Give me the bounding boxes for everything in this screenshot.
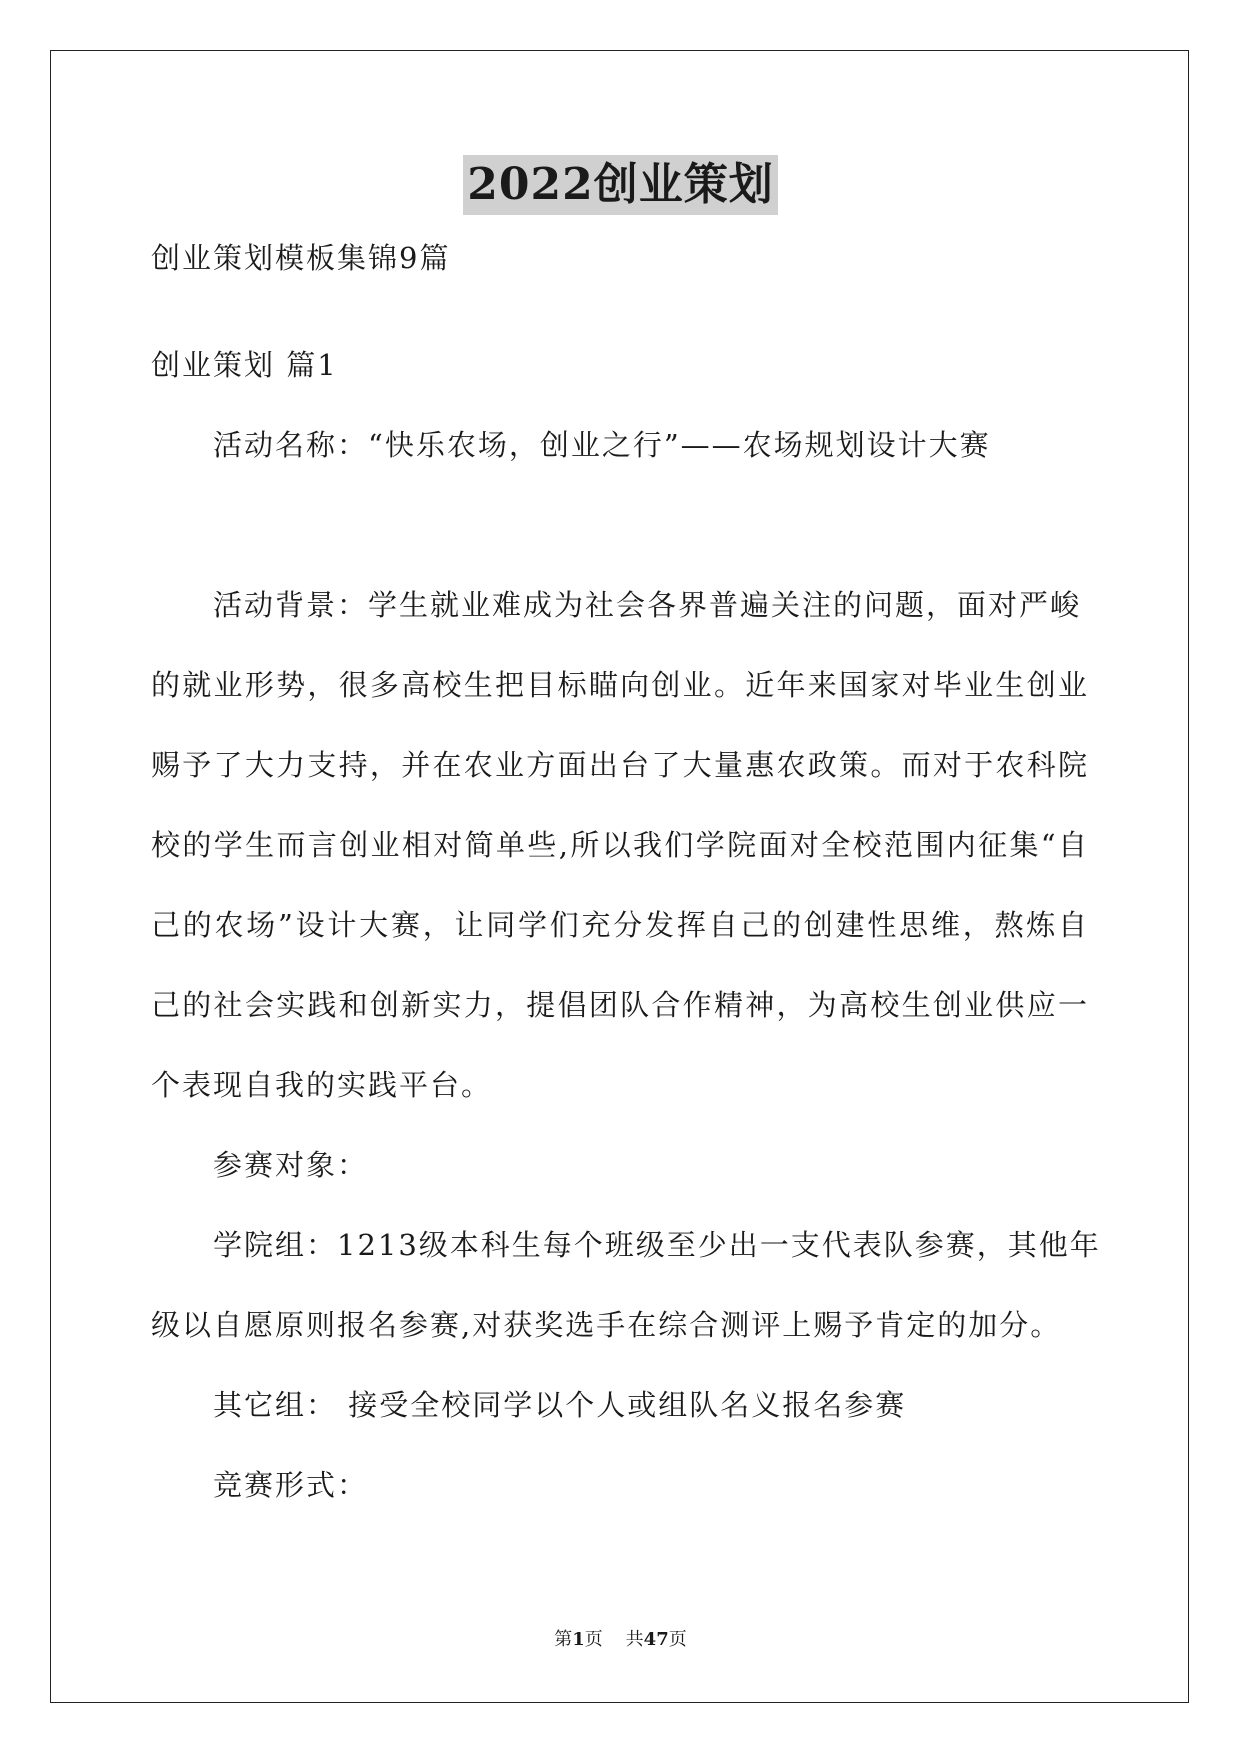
section-heading: 创业策划 篇1 [151,348,338,382]
background-line: 己的农场”设计大赛，让同学们充分发挥自己的创建性思维，熬炼自 [151,908,1089,942]
footer-page-mid: 页 共 [584,1629,644,1650]
background-line: 己的社会实践和创新实力，提倡团队合作精神，为高校生创业供应一 [151,988,1089,1022]
background-line: 的就业形势，很多高校生把目标瞄向创业。近年来国家对毕业生创业 [151,668,1089,702]
footer-page-number: 1 [572,1629,585,1650]
other-group: 其它组： 接受全校同学以个人或组队名义报名参赛 [213,1388,907,1422]
title-container [0,155,1241,215]
activity-name: 活动名称：“快乐农场，创业之行”——农场规划设计大赛 [213,428,991,462]
page-footer [0,1628,1241,1652]
college-group-line: 学院组：1213级本科生每个班级至少出一支代表队参赛，其他年 [213,1228,1101,1262]
background-line: 活动背景：学生就业难成为社会各界普遍关注的问题，面对严峻 [213,588,1082,622]
footer-page-prefix: 第 [554,1629,573,1650]
page-border [50,50,1189,1703]
background-line: 个表现自我的实践平台。 [151,1068,493,1102]
document-title: 2022创业策划 [463,155,777,215]
format-heading: 竞赛形式： [213,1468,369,1502]
background-line: 校的学生而言创业相对简单些,所以我们学院面对全校范围内征集“自 [151,828,1089,862]
participants-heading: 参赛对象： [213,1148,369,1182]
footer-total-pages: 47 [643,1629,669,1650]
subtitle: 创业策划模板集锦9篇 [151,241,451,275]
footer-page-suffix: 页 [668,1629,687,1650]
background-line: 赐予了大力支持，并在农业方面出台了大量惠农政策。而对于农科院 [151,748,1089,782]
college-group-line: 级以自愿原则报名参赛,对获奖选手在综合测评上赐予肯定的加分。 [151,1308,1062,1342]
